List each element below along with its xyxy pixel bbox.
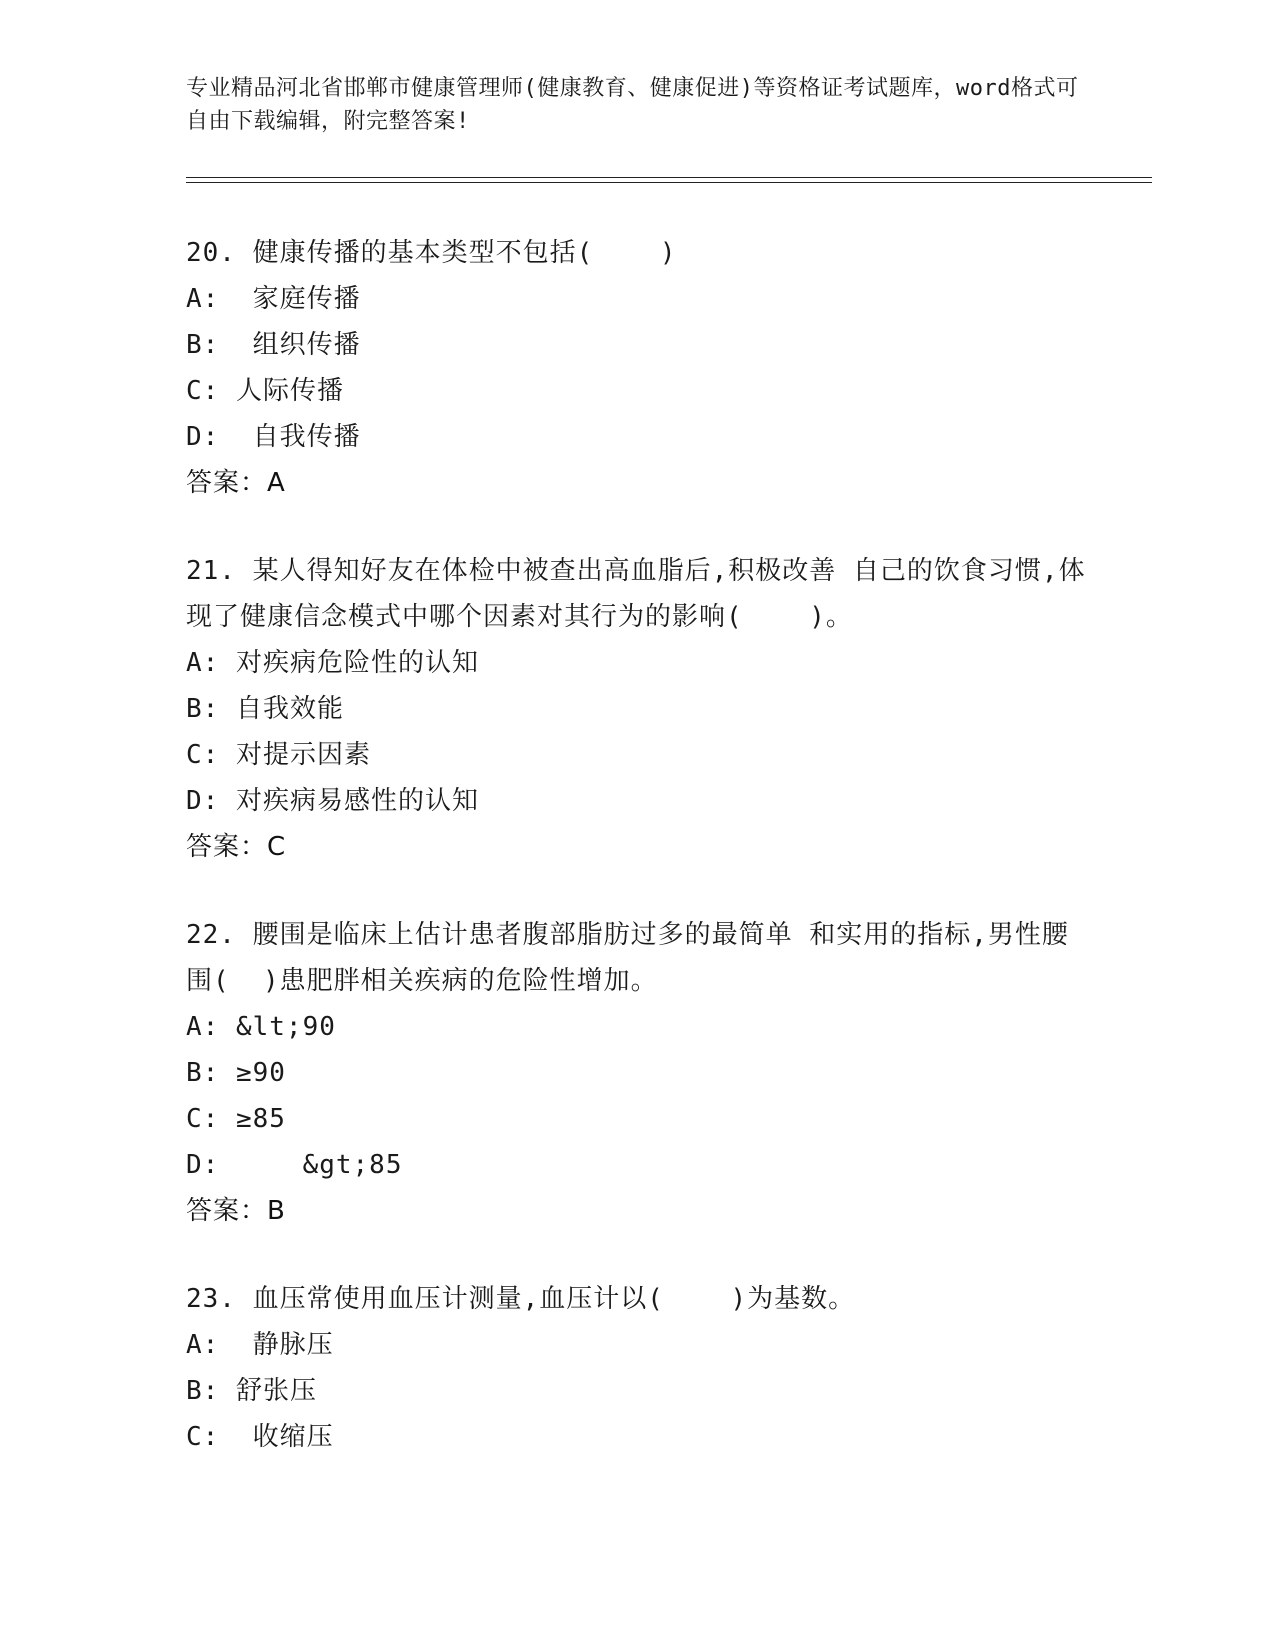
question-20 [186,230,1086,506]
option-c: C: 收缩压 [186,1422,334,1452]
option-a: A: 静脉压 [186,1330,334,1360]
option-b: B: ≥90 [186,1058,286,1088]
answer-line: 答案：A [186,468,286,498]
option-c: C: 人际传播 [186,376,344,406]
document-header: 专业精品河北省邯郸市健康管理师(健康教育、健康促进)等资格证考试题库，word格式可自由下载编辑，附完整答案! [186,76,1079,134]
option-b: B: 组织传播 [186,330,361,360]
option-b: B: 舒张压 [186,1376,317,1406]
question-text: 22. 腰围是临床上估计患者腹部脂肪过多的最简单 和实用的指标,男性腰围( )患肥胖相关疾病的危险性增加。 [186,920,1069,996]
answer-line: 答案：C [186,832,287,862]
option-a: A: 对疾病危险性的认知 [186,648,479,678]
option-d: D: 对疾病易感性的认知 [186,786,479,816]
answer-line: 答案：B [186,1196,286,1226]
header-divider-bottom [186,182,1152,183]
question-21 [186,548,1086,870]
option-c: C: ≥85 [186,1104,286,1134]
question-text: 21. 某人得知好友在体检中被查出高血脂后,积极改善 自己的饮食习惯,体现了健康信念模式中哪个因素对其行为的影响( )。 [186,556,1086,632]
question-22 [186,912,1086,1234]
question-list [186,230,1086,1502]
option-c: C: 对提示因素 [186,740,371,770]
option-d: D: 自我传播 [186,422,361,452]
question-text: 23. 血压常使用血压计测量,血压计以( )为基数。 [186,1284,856,1314]
question-23 [186,1276,1086,1460]
option-a: A: &lt;90 [186,1012,336,1042]
header-divider-top [186,177,1152,178]
option-d: D: &gt;85 [186,1150,403,1180]
option-b: B: 自我效能 [186,694,344,724]
question-text: 20. 健康传播的基本类型不包括( ) [186,238,677,268]
option-a: A: 家庭传播 [186,284,361,314]
